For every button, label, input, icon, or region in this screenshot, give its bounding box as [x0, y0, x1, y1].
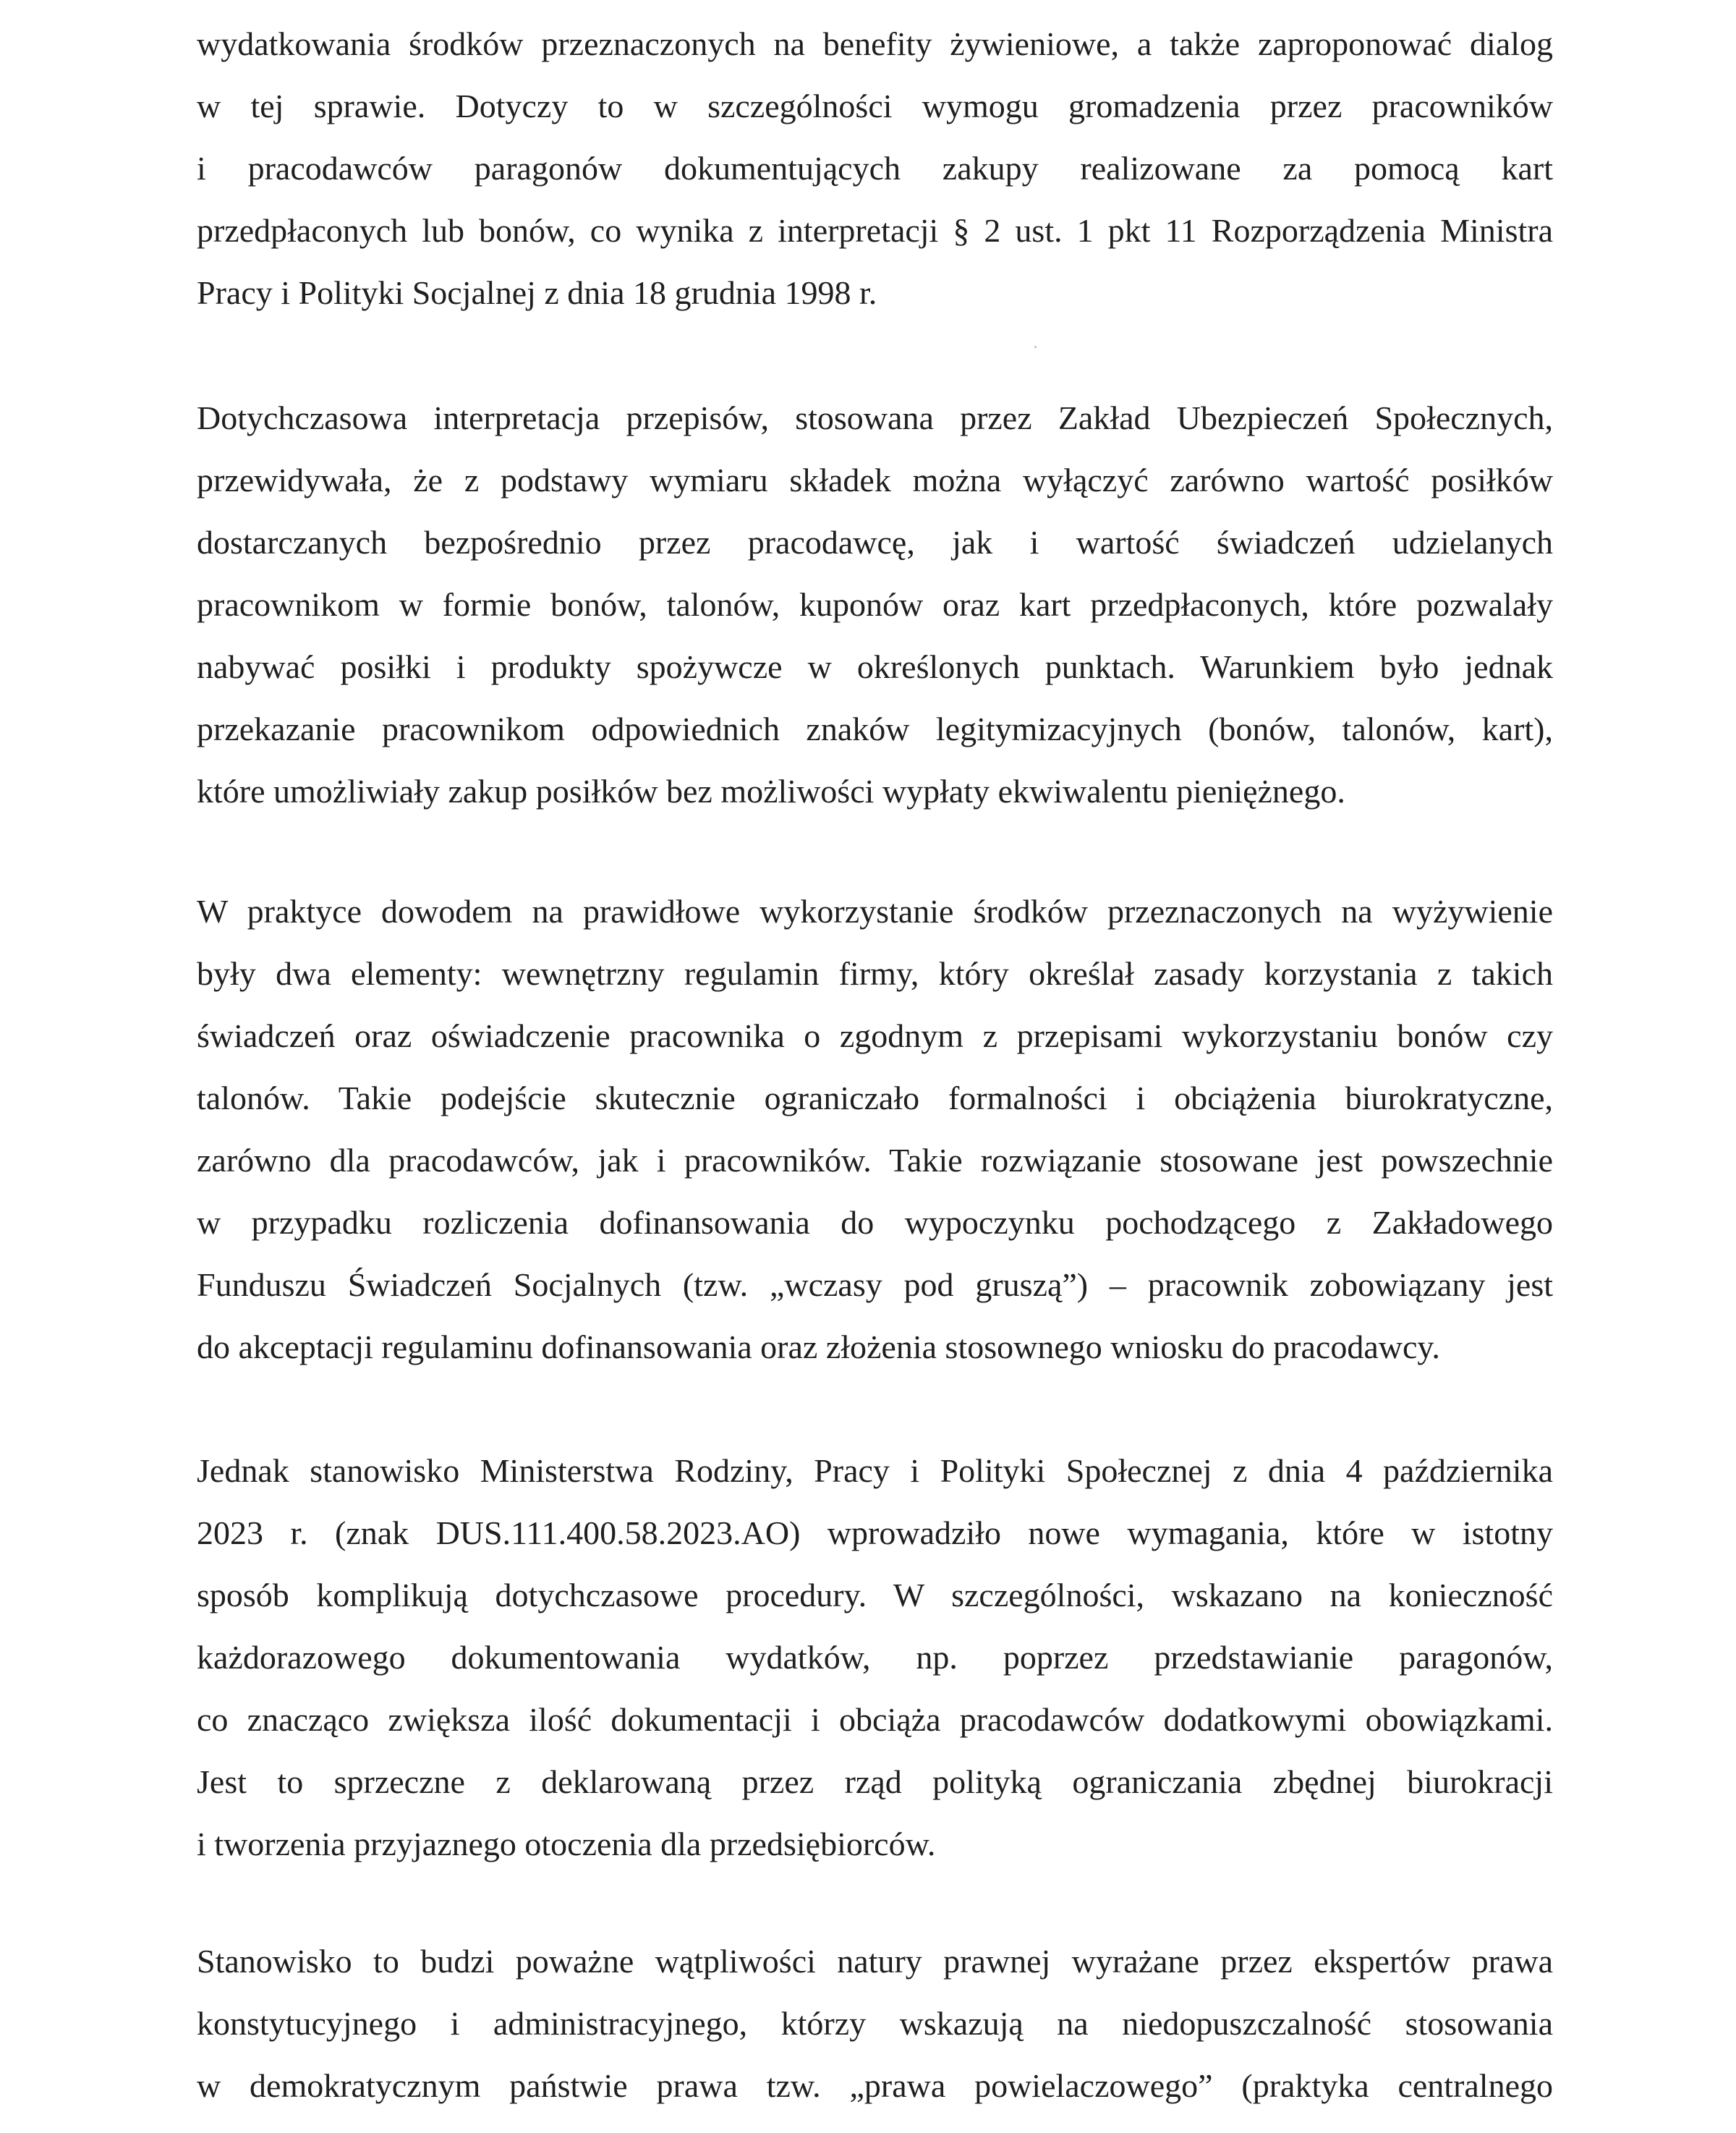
text-line: Pracy i Polityki Socjalnej z dnia 18 grudnia 1998 r.	[197, 274, 877, 311]
text-line: co znacząco zwiększa ilość dokumentacji i obciąża pracodawców dodatkowymi obowiązkami.	[197, 1701, 1553, 1738]
text-line: przekazanie pracownikom odpowiednich znaków legitymizacyjnych (bonów, talonów, kart),	[197, 711, 1553, 747]
text-line: świadczeń oraz oświadczenie pracownika o zgodnym z przepisami wykorzystaniu bonów czy	[197, 1017, 1553, 1054]
text-line: nabywać posiłki i produkty spożywcze w określonych punktach. Warunkiem było jednak	[197, 648, 1553, 685]
text-line: w przypadku rozliczenia dofinansowania do wypoczynku pochodzącego z Zakładowego	[197, 1204, 1553, 1241]
text-line: 2023 r. (znak DUS.111.400.58.2023.AO) wprowadziło nowe wymagania, które w istotny	[197, 1514, 1553, 1551]
text-line: Jest to sprzeczne z deklarowaną przez rząd polityką ograniczania zbędnej biurokracji	[197, 1763, 1553, 1800]
text-line: talonów. Takie podejście skutecznie ograniczało formalności i obciążenia biurokratyczne,	[197, 1080, 1553, 1116]
text-line: które umożliwiały zakup posiłków bez możliwości wypłaty ekwiwalentu pieniężnego.	[197, 773, 1345, 810]
text-line: Funduszu Świadczeń Socjalnych (tzw. „wczasy pod gruszą”) – pracownik zobowiązany jest	[197, 1266, 1553, 1303]
text-line: każdorazowego dokumentowania wydatków, np. poprzez przedstawianie paragonów,	[197, 1639, 1553, 1676]
text-line: Dotychczasowa interpretacja przepisów, stosowana przez Zakład Ubezpieczeń Społecznych,	[197, 399, 1553, 436]
text-line: i tworzenia przyjaznego otoczenia dla przedsiębiorców.	[197, 1825, 936, 1862]
paragraph-1	[197, 13, 1553, 324]
text-line: i pracodawców paragonów dokumentujących zakupy realizowane za pomocą kart	[197, 150, 1553, 187]
text-line: W praktyce dowodem na prawidłowe wykorzystanie środków przeznaczonych na wyżywienie	[197, 893, 1553, 930]
paragraph-3	[197, 881, 1553, 1378]
text-line: pracownikom w formie bonów, talonów, kuponów oraz kart przedpłaconych, które pozwalały	[197, 586, 1553, 623]
paragraph-2	[197, 387, 1553, 823]
text-line: konstytucyjnego i administracyjnego, którzy wskazują na niedopuszczalność stosowania	[197, 2005, 1553, 2042]
text-line: przedpłaconych lub bonów, co wynika z interpretacji § 2 ust. 1 pkt 11 Rozporządzenia Ministra	[197, 212, 1553, 249]
text-line: wydatkowania środków przeznaczonych na benefity żywieniowe, a także zaproponować dialog	[197, 25, 1553, 62]
text-line: dostarczanych bezpośrednio przez pracodawcę, jak i wartość świadczeń udzielanych	[197, 524, 1553, 561]
paragraph-5	[197, 1930, 1553, 2117]
text-line: przewidywała, że z podstawy wymiaru składek można wyłączyć zarówno wartość posiłków	[197, 462, 1553, 499]
text-line: sposób komplikują dotychczasowe procedury. W szczególności, wskazano na konieczność	[197, 1577, 1553, 1613]
text-line: w demokratycznym państwie prawa tzw. „prawa powielaczowego” (praktyka centralnego	[197, 2067, 1553, 2104]
text-line: do akceptacji regulaminu dofinansowania oraz złożenia stosownego wniosku do pracodawcy.	[197, 1328, 1440, 1365]
scan-speck	[1034, 346, 1037, 348]
text-line: Stanowisko to budzi poważne wątpliwości natury prawnej wyrażane przez ekspertów prawa	[197, 1943, 1553, 1980]
text-line: Jednak stanowisko Ministerstwa Rodziny, Pracy i Polityki Społecznej z dnia 4 października	[197, 1452, 1553, 1489]
text-line: były dwa elementy: wewnętrzny regulamin firmy, który określał zasady korzystania z takich	[197, 955, 1553, 992]
paragraph-4	[197, 1440, 1553, 1875]
text-line: w tej sprawie. Dotyczy to w szczególności wymogu gromadzenia przez pracowników	[197, 88, 1553, 124]
text-line: zarówno dla pracodawców, jak i pracowników. Takie rozwiązanie stosowane jest powszechnie	[197, 1142, 1553, 1179]
